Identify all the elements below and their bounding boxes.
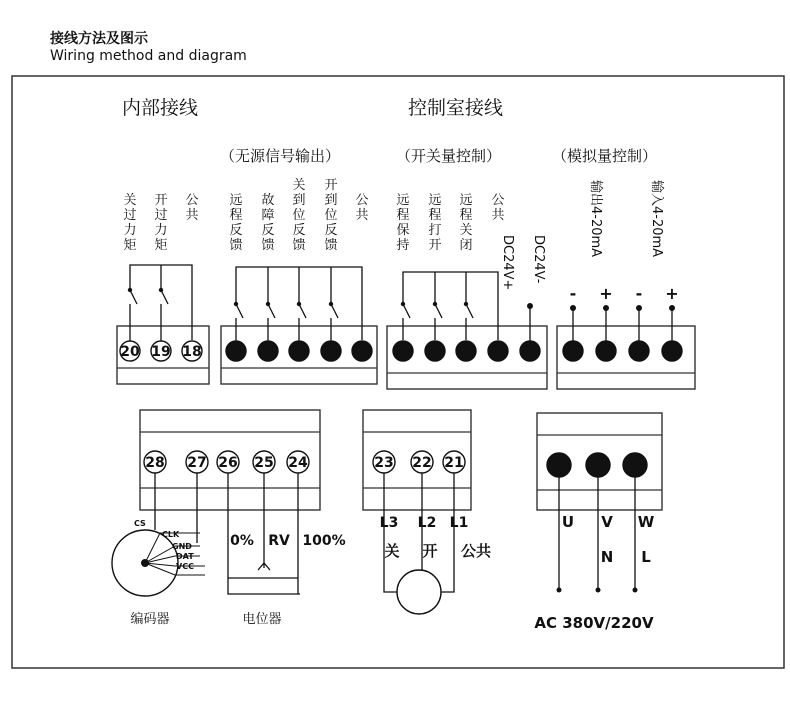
group-passive-title: （无源信号输出） bbox=[220, 147, 341, 165]
svg-text:25: 25 bbox=[254, 455, 274, 471]
terminal-encoder-27 bbox=[186, 451, 208, 473]
terminal-passive-16 bbox=[258, 341, 278, 361]
svg-text:矩: 矩 bbox=[154, 238, 168, 253]
svg-text:24: 24 bbox=[288, 455, 308, 471]
label-switch-3 bbox=[491, 193, 504, 223]
terminal-encoder-28 bbox=[144, 451, 166, 473]
group-analog-title: （模拟量控制） bbox=[552, 147, 658, 165]
svg-text:持: 持 bbox=[396, 238, 410, 253]
label-passive-2 bbox=[292, 178, 305, 253]
terminal-power-3 bbox=[547, 453, 571, 477]
svg-text:11: 11 bbox=[425, 344, 445, 360]
svg-text:远: 远 bbox=[396, 193, 410, 208]
label-passive-0 bbox=[229, 193, 242, 253]
control-room-title: 控制室接线 bbox=[408, 97, 504, 119]
svg-text:馈: 馈 bbox=[261, 238, 275, 253]
svg-text:28: 28 bbox=[145, 455, 165, 471]
svg-text:5: 5 bbox=[634, 344, 644, 360]
svg-text:公: 公 bbox=[491, 193, 505, 208]
svg-text:位: 位 bbox=[324, 208, 338, 223]
svg-text:18: 18 bbox=[182, 344, 202, 360]
svg-text:打: 打 bbox=[428, 223, 442, 238]
terminal-analog-6 bbox=[596, 341, 616, 361]
label-passive-1 bbox=[261, 192, 274, 253]
svg-text:14: 14 bbox=[321, 344, 341, 360]
svg-text:馈: 馈 bbox=[324, 238, 338, 253]
label-dc24v-plus: DC24V+ bbox=[500, 235, 515, 291]
label-passive-4 bbox=[355, 193, 368, 223]
label-pot-2: 100% bbox=[302, 533, 346, 549]
label-pot-1: RV bbox=[268, 533, 290, 549]
internal-wiring-title: 内部接线 bbox=[122, 97, 199, 119]
terminal-encoder-26 bbox=[217, 451, 239, 473]
svg-text:程: 程 bbox=[229, 208, 243, 223]
label-phase-V: V bbox=[601, 513, 613, 531]
svg-text:9: 9 bbox=[493, 344, 503, 360]
terminal-motor-21 bbox=[443, 451, 465, 473]
svg-text:力: 力 bbox=[123, 223, 137, 238]
svg-text:反: 反 bbox=[324, 223, 338, 238]
terminal-passive-14 bbox=[321, 341, 341, 361]
terminal-analog-7 bbox=[563, 341, 583, 361]
label-motor-line-L1: L1 bbox=[449, 515, 469, 531]
label-motor-func-1: 开 bbox=[422, 542, 438, 560]
label-motor-line-L2: L2 bbox=[417, 515, 437, 531]
label-motor-func-0: 关 bbox=[384, 542, 400, 560]
svg-text:程: 程 bbox=[396, 208, 410, 223]
terminal-switch-11 bbox=[425, 341, 445, 361]
svg-text:远: 远 bbox=[459, 193, 473, 208]
svg-text:障: 障 bbox=[261, 208, 275, 223]
terminal-motor-23 bbox=[373, 451, 395, 473]
svg-text:远: 远 bbox=[428, 193, 442, 208]
svg-text:开: 开 bbox=[154, 193, 168, 208]
label-analog-sign-1: + bbox=[599, 284, 613, 303]
svg-text:共: 共 bbox=[355, 208, 369, 223]
label-internal-0 bbox=[123, 193, 136, 253]
svg-text:3: 3 bbox=[554, 458, 564, 474]
svg-text:1: 1 bbox=[630, 458, 640, 474]
svg-text:27: 27 bbox=[187, 455, 207, 471]
label-internal-1 bbox=[154, 193, 167, 253]
svg-text:关: 关 bbox=[123, 193, 137, 208]
svg-text:10: 10 bbox=[456, 344, 476, 360]
svg-text:20: 20 bbox=[120, 344, 140, 360]
svg-text:反: 反 bbox=[229, 223, 243, 238]
terminal-motor-22 bbox=[411, 451, 433, 473]
terminal-encoder-24 bbox=[287, 451, 309, 473]
group-switch-title: （开关量控制） bbox=[396, 147, 502, 165]
terminal-passive-13 bbox=[352, 341, 372, 361]
svg-text:程: 程 bbox=[428, 208, 442, 223]
svg-text:开: 开 bbox=[324, 178, 338, 193]
label-switch-1 bbox=[428, 193, 441, 253]
label-power-supply: AC 380V/220V bbox=[534, 614, 654, 632]
svg-text:过: 过 bbox=[123, 208, 137, 223]
terminal-analog-4 bbox=[662, 341, 682, 361]
label-power-mid-L: L bbox=[641, 548, 651, 566]
label-analog-sign-3: + bbox=[665, 284, 679, 303]
terminal-internal-20 bbox=[120, 341, 140, 361]
terminal-power-1 bbox=[623, 453, 647, 477]
terminal-labels-layer bbox=[123, 178, 678, 632]
terminal-encoder-25 bbox=[253, 451, 275, 473]
label-switch-0 bbox=[396, 193, 409, 253]
header-title-cn: 接线方法及图示 bbox=[50, 31, 148, 47]
label-encoder: 编码器 bbox=[130, 612, 170, 627]
svg-text:过: 过 bbox=[154, 208, 168, 223]
label-phase-W: W bbox=[637, 513, 655, 531]
svg-text:23: 23 bbox=[374, 455, 394, 471]
svg-text:反: 反 bbox=[261, 223, 275, 238]
header-title-en: Wiring method and diagram bbox=[50, 48, 247, 64]
svg-text:12: 12 bbox=[393, 344, 413, 360]
label-power-mid-N: N bbox=[600, 548, 614, 566]
terminal-internal-19 bbox=[151, 341, 171, 361]
label-encoder-pin-DAT: DAT bbox=[176, 552, 194, 561]
terminal-switch-12 bbox=[393, 341, 413, 361]
label-encoder-pin-VCC: VCC bbox=[176, 562, 194, 571]
svg-text:馈: 馈 bbox=[229, 238, 243, 253]
svg-text:位: 位 bbox=[292, 208, 306, 223]
svg-text:22: 22 bbox=[412, 455, 432, 471]
terminal-passive-15 bbox=[289, 341, 309, 361]
label-dc24v-minus: DC24V- bbox=[531, 235, 546, 284]
label-internal-2 bbox=[185, 193, 198, 223]
label-potentiometer: 电位器 bbox=[242, 612, 282, 627]
svg-text:远: 远 bbox=[229, 193, 243, 208]
label-motor-line-L3: L3 bbox=[379, 515, 399, 531]
svg-text:闭: 闭 bbox=[459, 238, 473, 253]
svg-text:开: 开 bbox=[428, 238, 442, 253]
label-passive-3 bbox=[324, 178, 337, 253]
label-pot-0: 0% bbox=[230, 533, 254, 549]
svg-text:馈: 馈 bbox=[292, 238, 306, 253]
svg-text:4: 4 bbox=[667, 344, 677, 360]
label-analog-sign-2: - bbox=[635, 284, 643, 303]
svg-text:6: 6 bbox=[601, 344, 611, 360]
svg-text:矩: 矩 bbox=[123, 238, 137, 253]
label-analog-output: 输出4-20mA bbox=[588, 180, 603, 258]
svg-text:13: 13 bbox=[352, 344, 372, 360]
svg-text:保: 保 bbox=[396, 223, 410, 238]
motor-symbol bbox=[397, 570, 441, 614]
terminal-power-2 bbox=[586, 453, 610, 477]
terminal-analog-5 bbox=[629, 341, 649, 361]
svg-text:19: 19 bbox=[151, 344, 171, 360]
svg-text:故: 故 bbox=[261, 193, 275, 208]
wiring-lines bbox=[130, 265, 635, 594]
svg-text:8: 8 bbox=[525, 344, 535, 360]
terminal-switch-8 bbox=[520, 341, 540, 361]
label-switch-2 bbox=[459, 193, 472, 253]
label-phase-U: U bbox=[561, 513, 575, 531]
svg-text:共: 共 bbox=[185, 208, 199, 223]
svg-text:反: 反 bbox=[292, 223, 306, 238]
svg-text:共: 共 bbox=[491, 208, 505, 223]
svg-text:21: 21 bbox=[444, 455, 464, 471]
label-encoder-pin-CS: CS bbox=[134, 519, 146, 528]
contacts bbox=[128, 282, 675, 593]
terminal-internal-18 bbox=[182, 341, 202, 361]
label-motor-func-2: 公共 bbox=[460, 542, 492, 560]
terminal-passive-17 bbox=[226, 341, 246, 361]
svg-text:公: 公 bbox=[355, 193, 369, 208]
svg-text:7: 7 bbox=[568, 344, 578, 360]
terminal-switch-9 bbox=[488, 341, 508, 361]
label-analog-sign-0: - bbox=[569, 284, 577, 303]
label-encoder-pin-CLK: CLK bbox=[162, 530, 180, 539]
svg-text:公: 公 bbox=[185, 193, 199, 208]
svg-text:17: 17 bbox=[226, 344, 246, 360]
svg-text:到: 到 bbox=[324, 193, 338, 208]
label-encoder-pin-GND: GND bbox=[172, 542, 192, 551]
label-analog-input: 输入4-20mA bbox=[649, 180, 664, 258]
svg-text:关: 关 bbox=[292, 178, 306, 193]
svg-text:关: 关 bbox=[459, 223, 473, 238]
terminal-switch-10 bbox=[456, 341, 476, 361]
svg-text:2: 2 bbox=[593, 458, 603, 474]
svg-text:程: 程 bbox=[459, 208, 473, 223]
svg-text:力: 力 bbox=[154, 223, 168, 238]
svg-text:15: 15 bbox=[289, 344, 309, 360]
svg-text:26: 26 bbox=[218, 455, 238, 471]
svg-text:到: 到 bbox=[292, 193, 306, 208]
svg-text:16: 16 bbox=[258, 344, 278, 360]
